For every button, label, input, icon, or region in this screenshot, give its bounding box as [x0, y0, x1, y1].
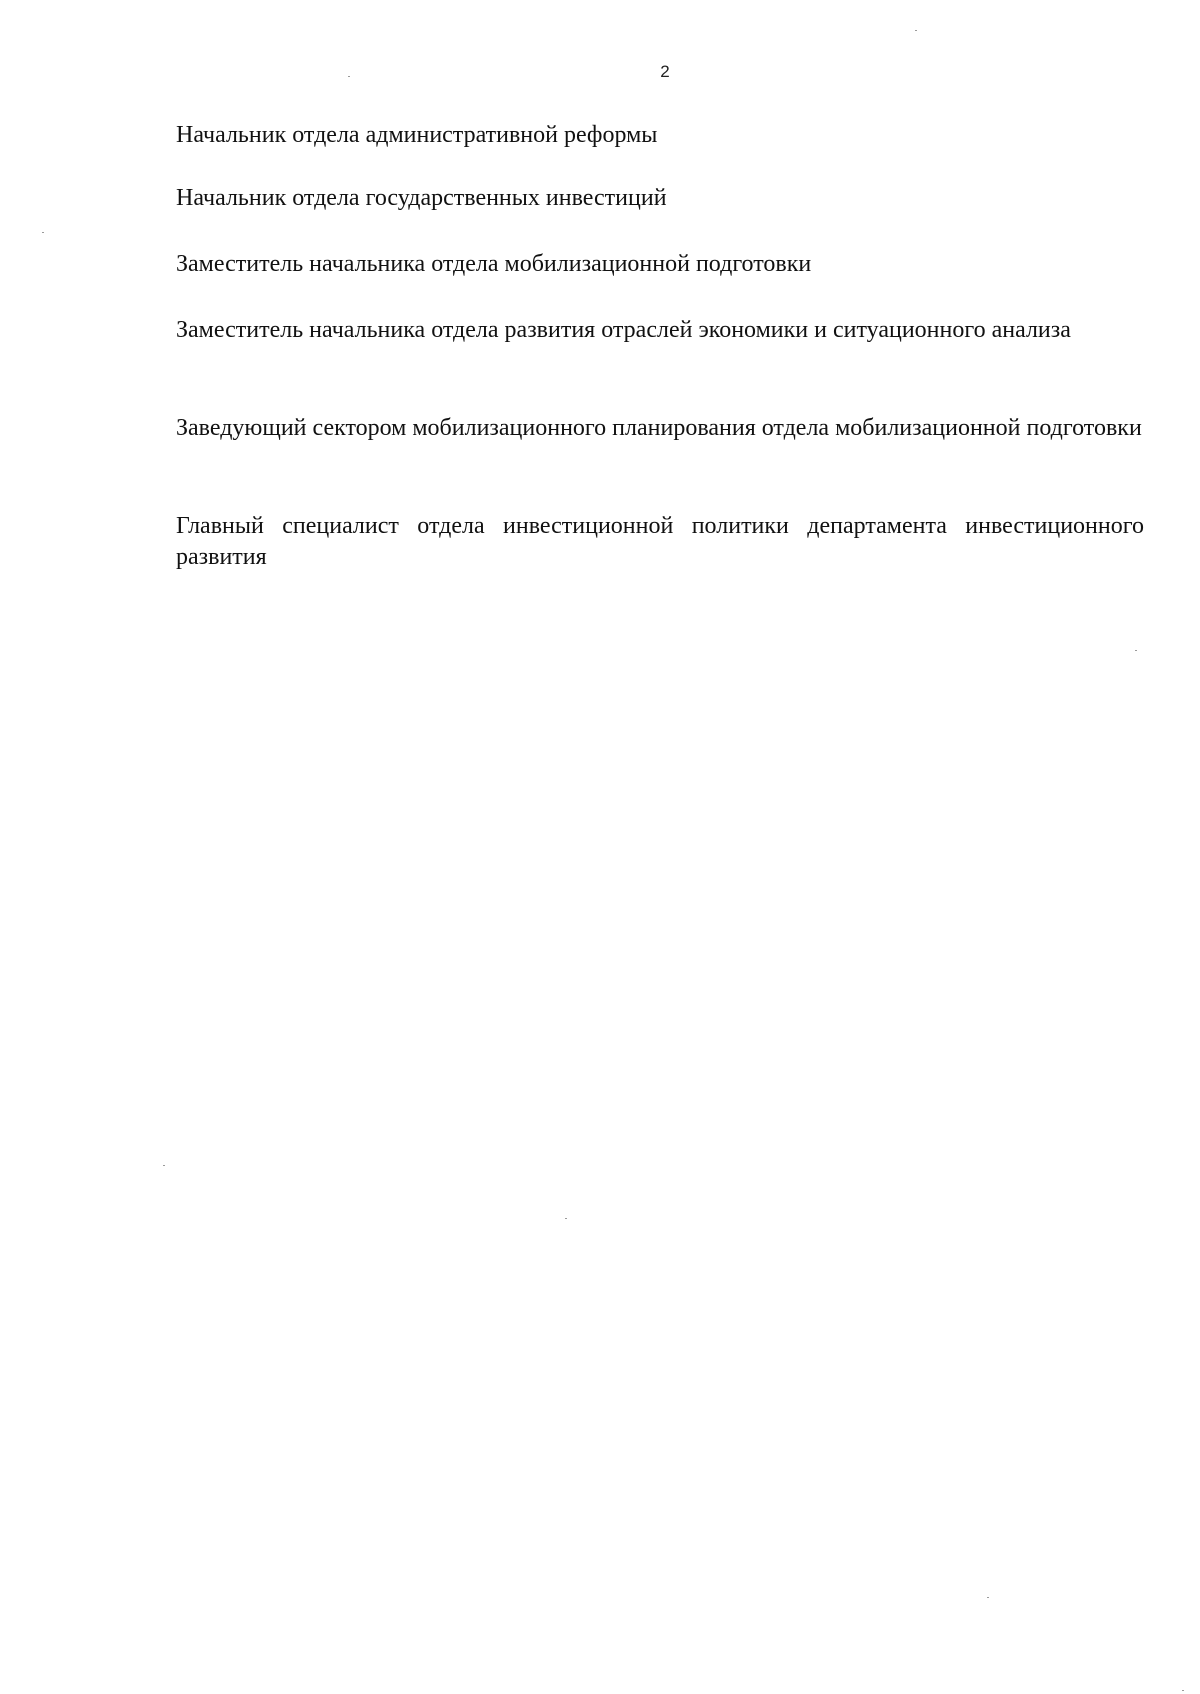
- position-item: Заместитель начальника отдела развития отраслей экономики и ситуационного анализа: [176, 317, 1071, 343]
- page-number: 2: [660, 62, 670, 81]
- position-item: Заместитель начальника отдела мобилизационной подготовки: [176, 251, 812, 277]
- scan-speck: [915, 30, 917, 31]
- position-item: Начальник отдела государственных инвестиций: [176, 185, 667, 211]
- scan-speck: [1182, 1690, 1184, 1691]
- scan-speck: [987, 1597, 989, 1598]
- scan-speck: [348, 76, 350, 77]
- scan-speck: [163, 1165, 165, 1166]
- scan-speck: [1135, 650, 1137, 651]
- position-item: Заведующий сектором мобилизационного планирования отдела мобилизационной подготовки: [176, 415, 1142, 441]
- position-item: Главный специалист отдела инвестиционной политики департамента инвестиционного развития: [176, 513, 1144, 570]
- scan-speck: [42, 232, 44, 233]
- scan-speck: [565, 1218, 567, 1219]
- position-item: Начальник отдела административной реформы: [176, 122, 658, 148]
